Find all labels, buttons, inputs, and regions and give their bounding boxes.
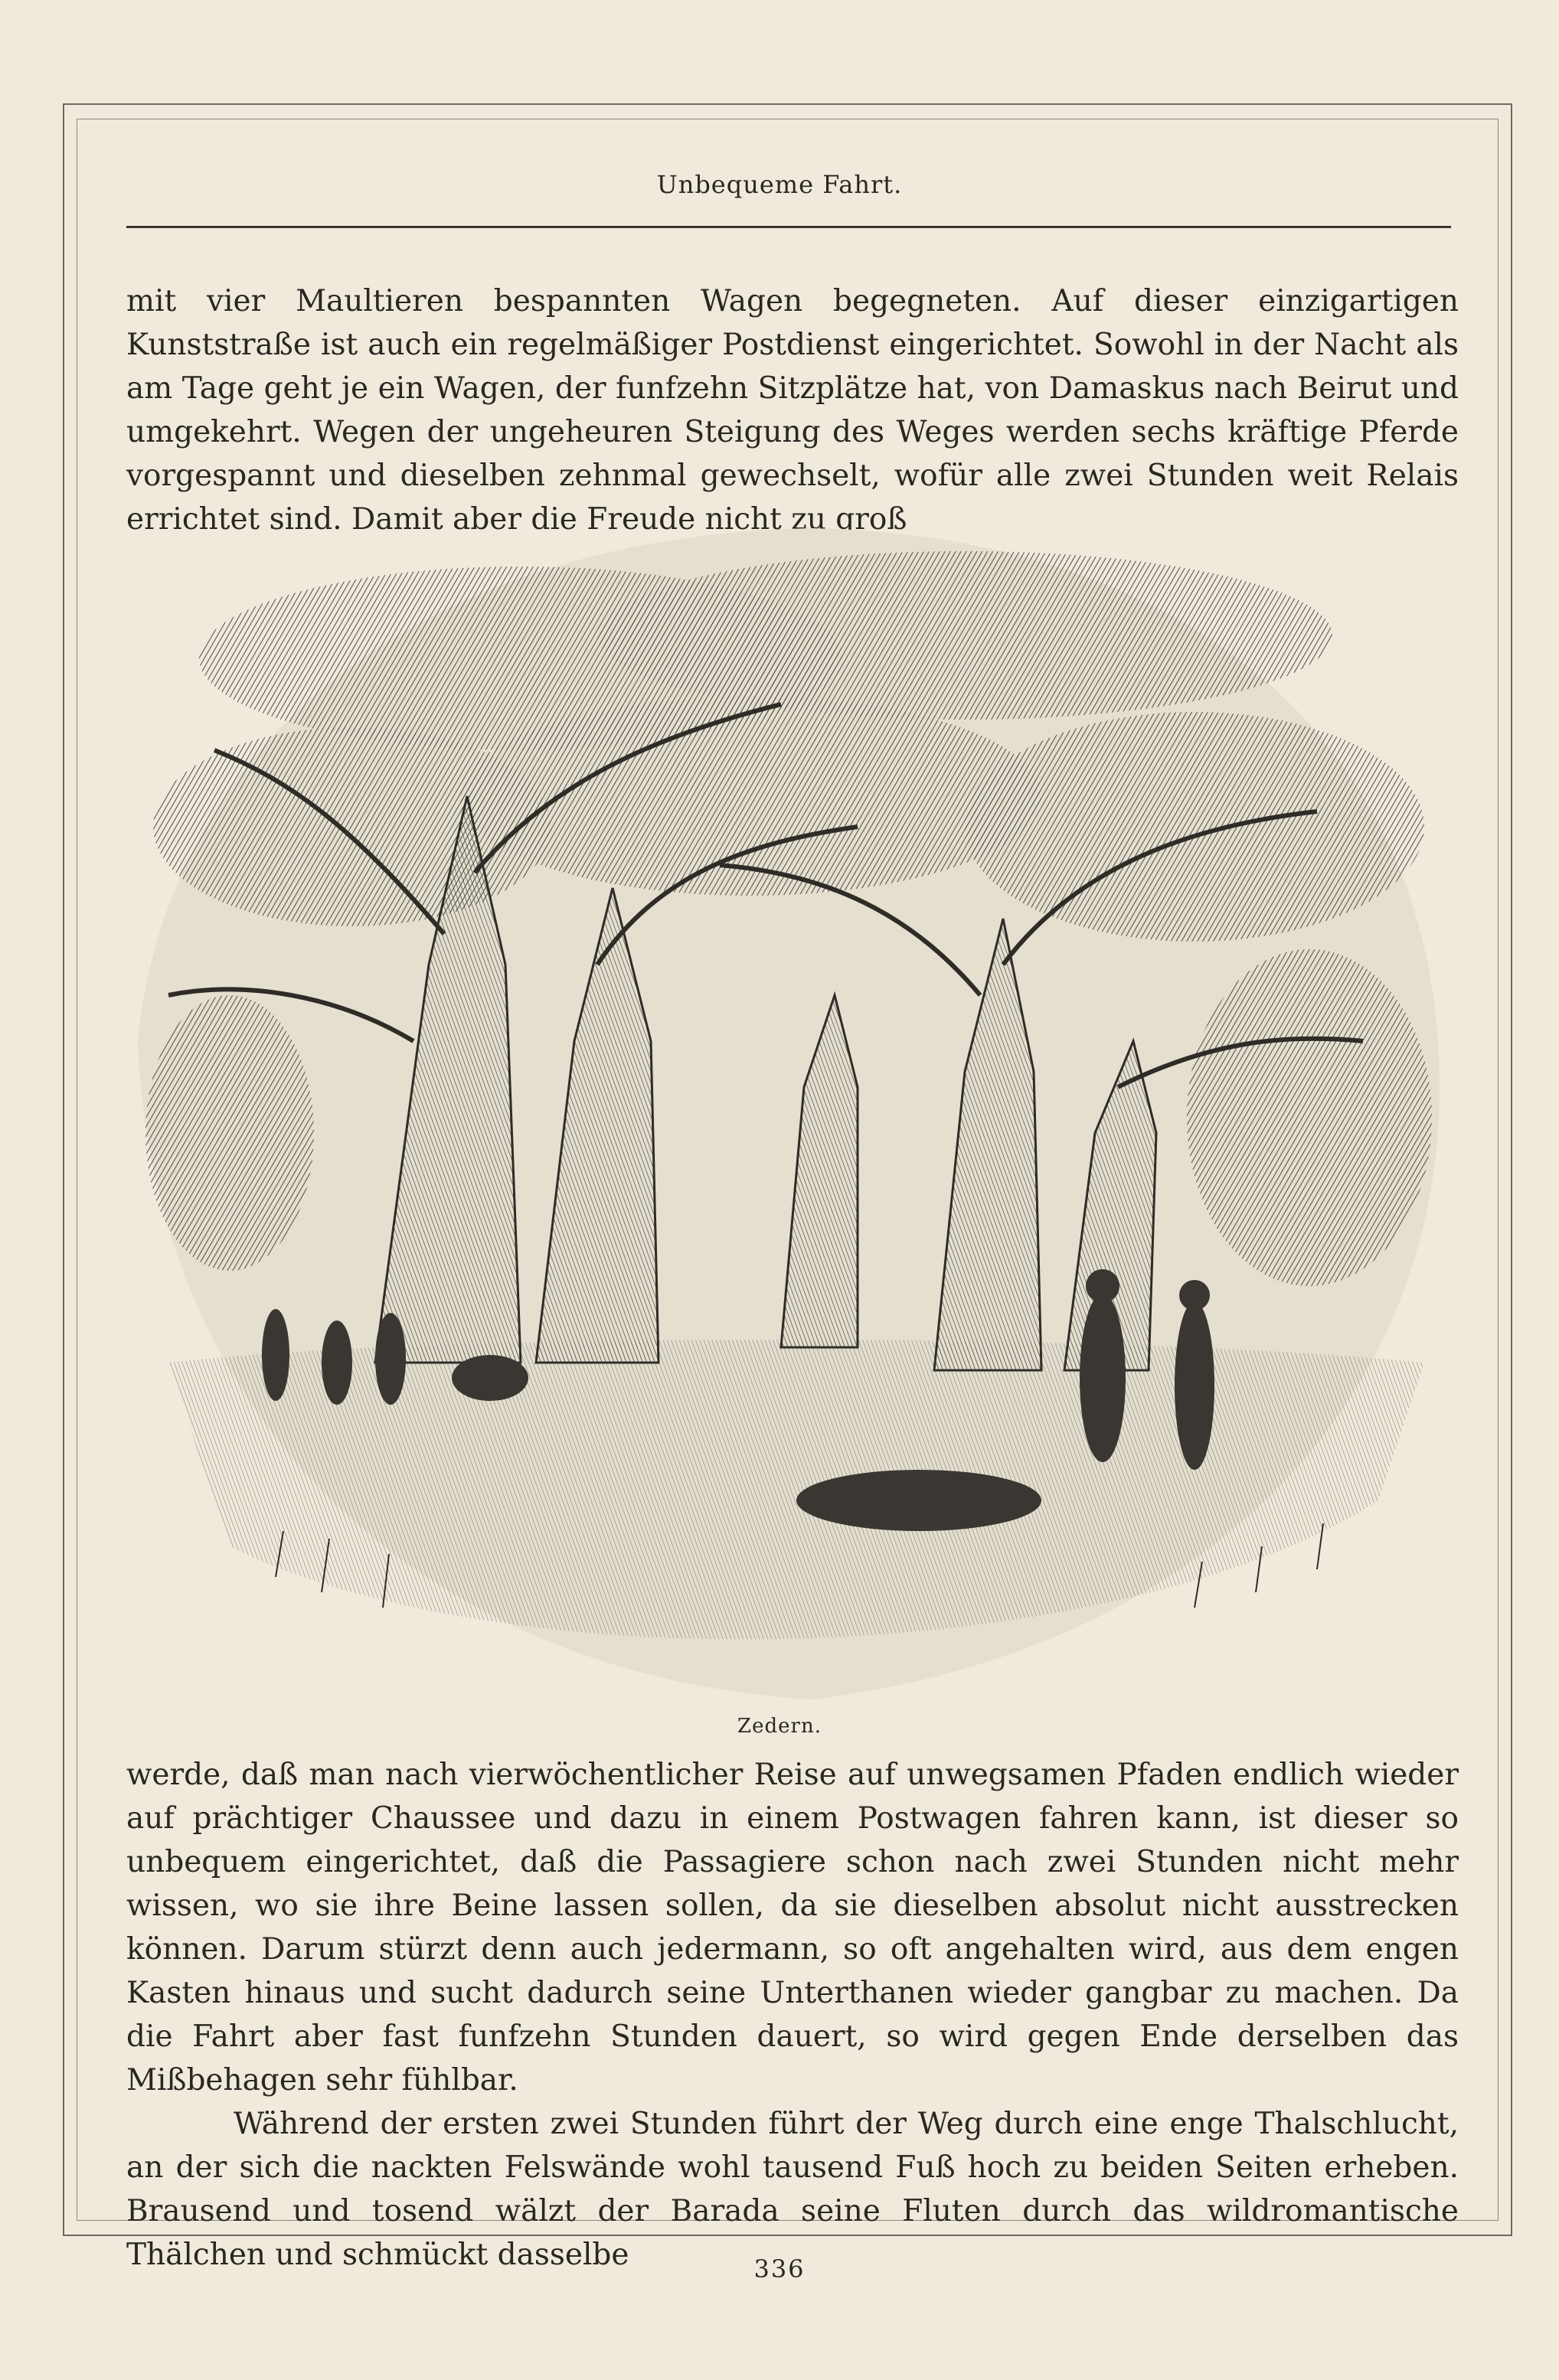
text-block-bottom [126,1753,1459,2277]
figure-caption: Zedern. [737,1715,822,1738]
paragraph-top: mit vier Maultieren bespannten Wagen begegneten. Auf dieser einzigartigen Kunststraße ist auch ein regelmäßiger Postdienst eingerichtet. Sowohl in der Nacht als am Tage geht je ein Wagen, der funfzehn Sitzplätze hat, von Damaskus nach Beirut und umgekehrt. Wegen der ungeheuren Steigung des Weges werden sechs kräftige Pferde vorgespannt und dieselben zehnmal gewechselt, wofür alle zwei Stunden weit Relais errichtet sind. Damit aber die Freude nicht zu groß [126,284,1459,537]
ground [168,1340,1424,1640]
paragraph-barada: Während der ersten zwei Stunden führt der Weg durch eine enge Thalschlucht, an der sich die nackten Felswände wohl tausend Fuß hoch zu beiden Seiten erheben. Brausend und tosend wälzt der Barada seine Fluten durch das wildromantische Thälchen und schmückt dasselbe [126,2107,1459,2272]
text-block-top [126,279,1459,541]
cedar-grove-engraving [123,505,1455,1730]
header-rule [126,226,1451,228]
running-head: Unbequeme Fahrt. [656,170,903,199]
page-number: 336 [753,2254,806,2284]
paragraph-continued: werde, daß man nach vierwöchentlicher Reise auf unwegsamen Pfaden endlich wieder auf prächtiger Chaussee und dazu in einem Postwagen fahren kann, ist dieser so unbequem eingerichtet, daß die Passagiere schon nach zwei Stunden nicht mehr wissen, wo sie ihre Beine lassen sollen, da sie dieselben absolut nicht ausstrecken können. Darum stürzt denn auch jedermann, so oft angehalten wird, aus dem engen Kasten hinaus und sucht dadurch seine Unterthanen wieder gangbar zu machen. Da die Fahrt aber fast funfzehn Stunden dauert, so wird gegen Ende derselben das Mißbehagen sehr fühlbar. [126,1758,1459,2098]
